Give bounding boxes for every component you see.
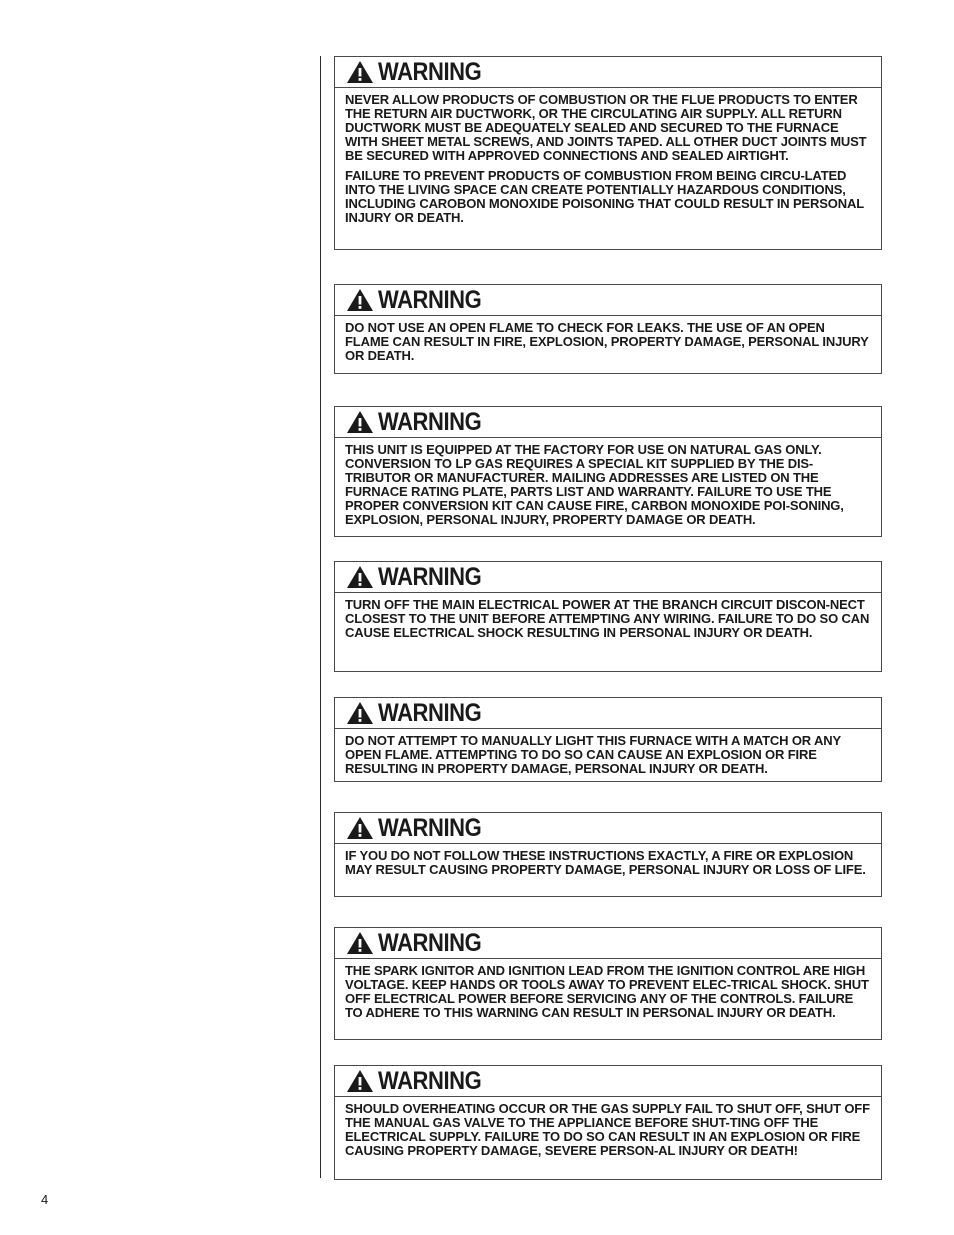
warning-box-overheating bbox=[334, 1065, 882, 1180]
warning-triangle-icon bbox=[346, 1069, 374, 1093]
warning-box-lp-conversion bbox=[334, 406, 882, 537]
warning-text: THE SPARK IGNITOR AND IGNITION LEAD FROM THE IGNITION CONTROL ARE HIGH VOLTAGE. KEEP HANDS OR TOOLS AWAY TO PREVENT ELEC-TRICAL SHOCK. SHUT OFF ELECTRICAL POWER BEFORE SERVICING ANY OF THE CONTROLS. FAILURE TO ADHERE TO THIS WARNING CAN RESULT IN PERSONAL INJURY OR DEATH. bbox=[345, 963, 869, 1020]
warning-body bbox=[335, 729, 881, 782]
warning-text: FAILURE TO PREVENT PRODUCTS OF COMBUSTION FROM BEING CIRCU-LATED INTO THE LIVING SPACE CAN CREATE POTENTIALLY HAZARDOUS CONDITIONS, INCLUDING CAROBON MONOXIDE POISONING THAT COULD RESULT IN PERSONAL INJURY OR DEATH. bbox=[345, 168, 864, 225]
warning-text: THIS UNIT IS EQUIPPED AT THE FACTORY FOR USE ON NATURAL GAS ONLY. CONVERSION TO LP GAS REQUIRES A SPECIAL KIT SUPPLIED BY THE DIS-TRIBUTOR OR MANUFACTURER. MAILING ADDRESSES ARE LISTED ON THE FURNACE RATING PLATE, PARTS LIST AND WARRANTY. FAILURE TO USE THE PROPER CONVERSION KIT CAN CAUSE FIRE, CARBON MONOXIDE POI-SONING, EXPLOSION, PERSONAL INJURY, PROPERTY DAMAGE OR DEATH. bbox=[345, 442, 844, 527]
warning-triangle-icon bbox=[346, 288, 374, 312]
warning-title: WARNING bbox=[378, 928, 482, 957]
warning-box-return-air bbox=[334, 56, 882, 250]
warning-text: DO NOT USE AN OPEN FLAME TO CHECK FOR LEAKS. THE USE OF AN OPEN FLAME CAN RESULT IN FIRE, EXPLOSION, PROPERTY DAMAGE, PERSONAL INJURY OR DEATH. bbox=[345, 320, 869, 363]
warning-text: DO NOT ATTEMPT TO MANUALLY LIGHT THIS FURNACE WITH A MATCH OR ANY OPEN FLAME. ATTEMPTING TO DO SO CAN CAUSE AN EXPLOSION OR FIRE RESULTING IN PROPERTY DAMAGE, PERSONAL INJURY OR DEATH. bbox=[345, 733, 841, 776]
warning-text: NEVER ALLOW PRODUCTS OF COMBUSTION OR THE FLUE PRODUCTS TO ENTER THE RETURN AIR DUCTWORK, OR THE CIRCULATING AIR SUPPLY. ALL RETURN DUCTWORK MUST BE ADEQUATELY SEALED AND SECURED TO THE FURNACE WITH SHEET METAL SCREWS, AND JOINTS TAPED. ALL OTHER DUCT JOINTS MUST BE SECURED WITH APPROVED CONNECTIONS AND SEALED AIRTIGHT. bbox=[345, 92, 867, 163]
warning-triangle-icon bbox=[346, 931, 374, 955]
warning-triangle-icon bbox=[346, 565, 374, 589]
warning-header bbox=[335, 813, 881, 844]
warning-triangle-icon bbox=[346, 60, 374, 84]
warning-box-leak-check bbox=[334, 284, 882, 374]
column-divider bbox=[320, 56, 321, 1178]
warning-title: WARNING bbox=[378, 1066, 482, 1095]
warning-body bbox=[335, 593, 881, 646]
warning-title: WARNING bbox=[378, 285, 482, 314]
warning-title: WARNING bbox=[378, 698, 482, 727]
warning-title: WARNING bbox=[378, 813, 482, 842]
warning-header bbox=[335, 1066, 881, 1097]
warning-body bbox=[335, 88, 881, 231]
warning-text: TURN OFF THE MAIN ELECTRICAL POWER AT THE BRANCH CIRCUIT DISCON-NECT CLOSEST TO THE UNIT BEFORE ATTEMPTING ANY WIRING. FAILURE TO DO SO CAN CAUSE ELECTRICAL SHOCK RESULTING IN PERSONAL INJURY OR DEATH. bbox=[345, 597, 870, 640]
warning-header bbox=[335, 698, 881, 729]
warning-body bbox=[335, 1097, 881, 1164]
warning-box-follow-instructions bbox=[334, 812, 882, 897]
warning-title: WARNING bbox=[378, 562, 482, 591]
warning-box-manual-light bbox=[334, 697, 882, 782]
warning-header bbox=[335, 928, 881, 959]
warning-triangle-icon bbox=[346, 701, 374, 725]
warning-triangle-icon bbox=[346, 816, 374, 840]
warning-body bbox=[335, 844, 881, 883]
warning-title: WARNING bbox=[378, 407, 482, 436]
warning-triangle-icon bbox=[346, 410, 374, 434]
warning-header bbox=[335, 57, 881, 88]
warning-header bbox=[335, 562, 881, 593]
warning-box-electrical-power bbox=[334, 561, 882, 672]
warning-header bbox=[335, 285, 881, 316]
page-number: 4 bbox=[41, 1192, 49, 1207]
warning-box-spark-ignitor bbox=[334, 927, 882, 1040]
warning-body bbox=[335, 316, 881, 369]
warning-body bbox=[335, 438, 881, 533]
warning-text: SHOULD OVERHEATING OCCUR OR THE GAS SUPPLY FAIL TO SHUT OFF, SHUT OFF THE MANUAL GAS VALVE TO THE APPLIANCE BEFORE SHUT-TING OFF THE ELECTRICAL SUPPLY. FAILURE TO DO SO CAN RESULT IN AN EXPLOSION OR FIRE CAUSING PROPERTY DAMAGE, SEVERE PERSON-AL INJURY OR DEATH! bbox=[345, 1101, 870, 1158]
warning-body bbox=[335, 959, 881, 1026]
warning-title: WARNING bbox=[378, 57, 482, 86]
warning-text: IF YOU DO NOT FOLLOW THESE INSTRUCTIONS EXACTLY, A FIRE OR EXPLOSION MAY RESULT CAUSING PROPERTY DAMAGE, PERSONAL INJURY OR LOSS OF LIFE. bbox=[345, 848, 866, 877]
warning-header bbox=[335, 407, 881, 438]
